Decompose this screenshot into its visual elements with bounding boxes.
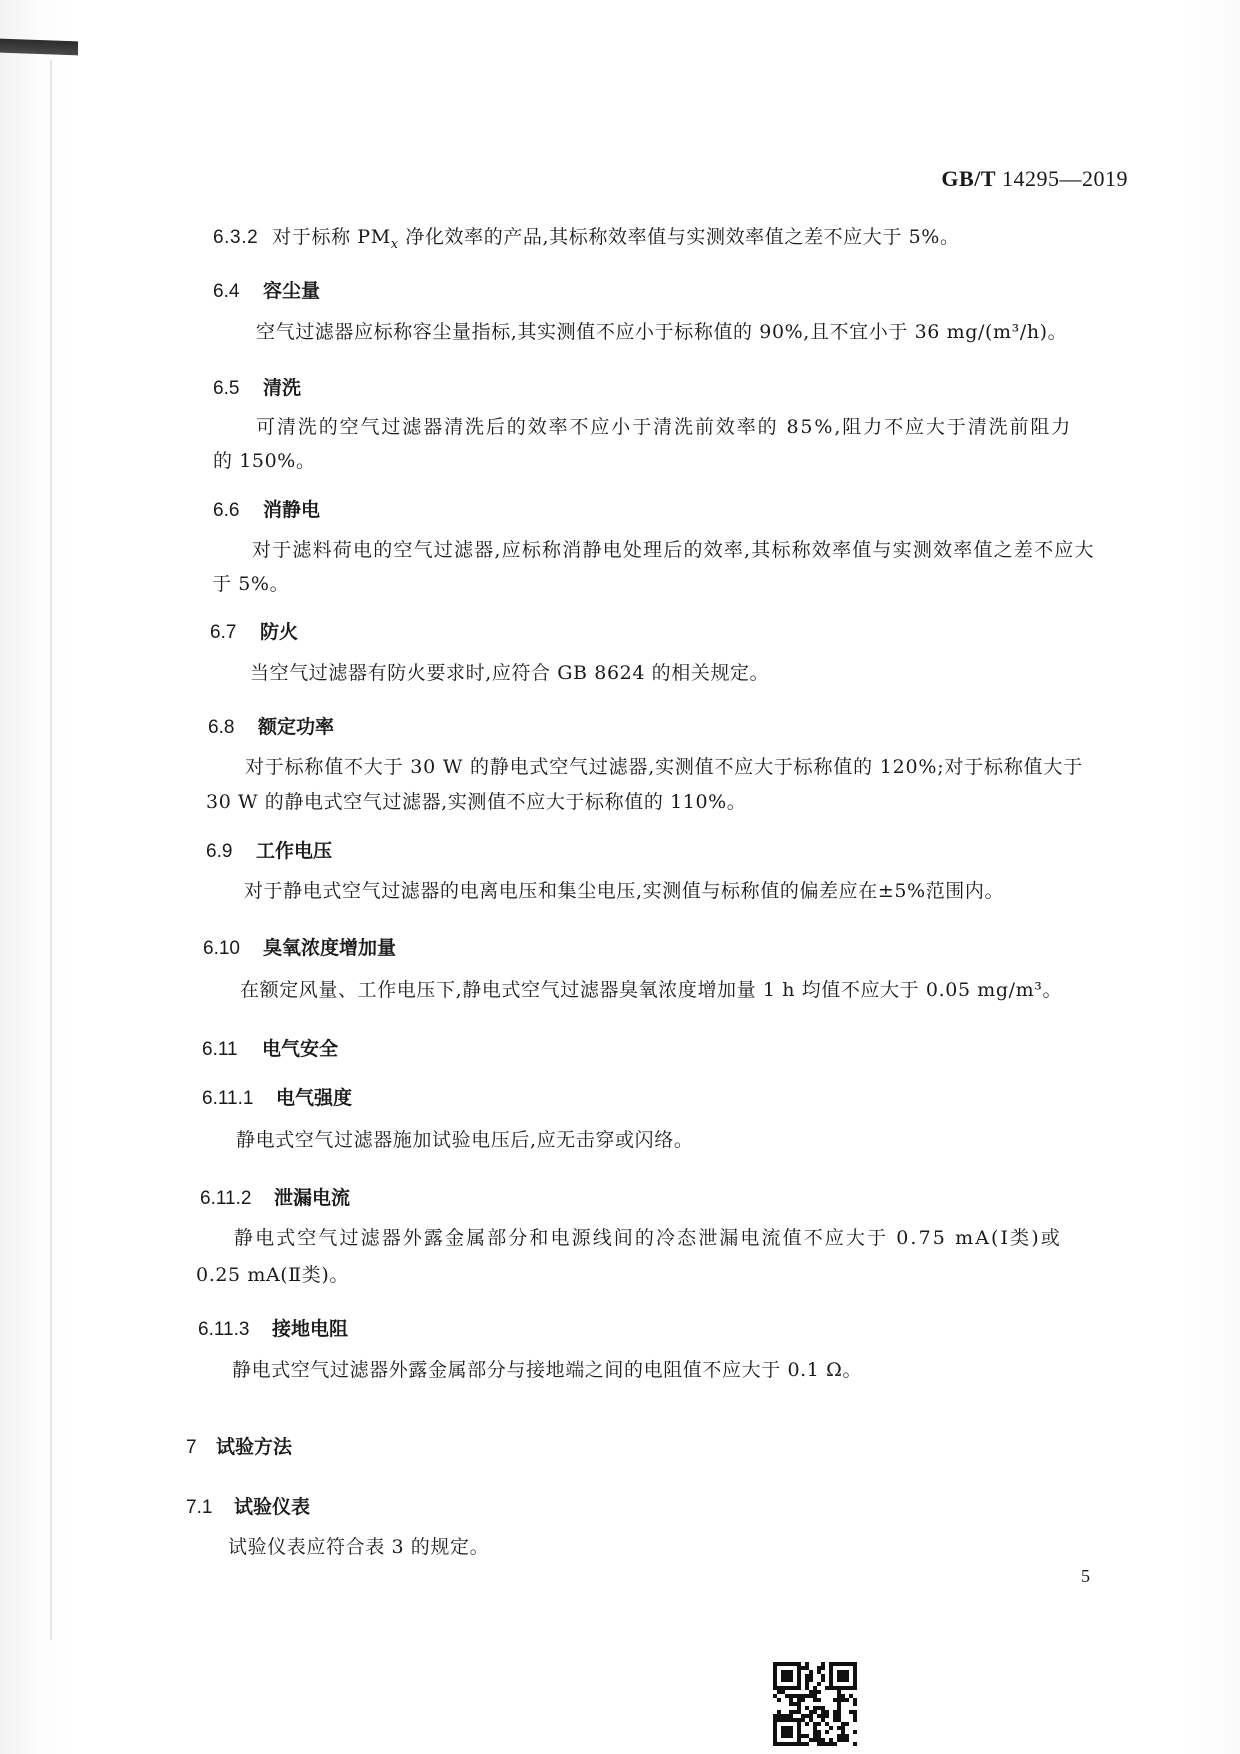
- section-6-6-body-line2: 于 5%。: [212, 573, 290, 595]
- section-6-6-heading: [213, 495, 320, 522]
- section-6-10-body: 在额定风量、工作电压下,静电式空气过滤器臭氧浓度增加量 1 h 均值不应大于 0.05 mg/m³。: [240, 979, 1063, 1001]
- scan-binding-shadow: [0, 39, 78, 56]
- section-title: 电气强度: [276, 1087, 353, 1109]
- section-title: 消静电: [263, 499, 321, 521]
- section-number: 6.8: [208, 717, 235, 738]
- page-number: 5: [1081, 1566, 1090, 1586]
- standard-prefix: GB/T: [941, 166, 996, 191]
- section-title: 接地电阻: [272, 1318, 349, 1340]
- section-6-11-heading: [202, 1034, 338, 1061]
- section-title: 试验方法: [216, 1436, 293, 1458]
- section-6-8-body-line1: 对于标称值不大于 30 W 的静电式空气过滤器,实测值不应大于标称值的 120%;对于标称值大于: [245, 756, 1084, 778]
- section-number: 7: [186, 1437, 197, 1458]
- standard-number: [941, 166, 1128, 192]
- section-title: 泄漏电流: [274, 1187, 351, 1209]
- section-number: 6.5: [213, 378, 240, 399]
- section-number: 6.9: [206, 841, 233, 862]
- section-6-5-body-line2: 的 150%。: [213, 450, 316, 472]
- section-number: 7.1: [186, 1497, 213, 1518]
- section-title: 防火: [260, 621, 299, 643]
- clause-number: 6.3.2: [213, 227, 259, 248]
- section-6-11-2-body-line2: 0.25 mA(Ⅱ类)。: [196, 1264, 350, 1286]
- clause-6-3-2: [213, 220, 960, 262]
- section-number: 6.10: [203, 938, 240, 959]
- section-6-11-2-body-line1: 静电式空气过滤器外露金属部分和电源线间的冷态泄漏电流值不应大于 0.75 mA(Ⅰ类)或: [234, 1227, 1062, 1249]
- section-6-11-3-heading: [198, 1314, 348, 1341]
- section-6-5-body-line1: 可清洗的空气过滤器清洗后的效率不应小于清洗前效率的 85%,阻力不应大于清洗前阻力: [256, 416, 1073, 438]
- section-6-9-body: 对于静电式空气过滤器的电离电压和集尘电压,实测值与标称值的偏差应在±5%范围内。: [244, 880, 1005, 902]
- section-6-9-heading: [206, 836, 332, 863]
- standard-code: 14295—2019: [1002, 166, 1128, 191]
- section-title: 容尘量: [263, 280, 321, 302]
- section-6-5-heading: [213, 373, 301, 400]
- section-number: 6.7: [210, 622, 237, 643]
- section-6-11-2-heading: [200, 1183, 350, 1210]
- section-number: 6.6: [213, 500, 240, 521]
- clause-text-part-a: 对于标称 PM: [272, 226, 391, 248]
- section-7-1-body: 试验仪表应符合表 3 的规定。: [228, 1536, 490, 1558]
- section-6-8-body-line2: 30 W 的静电式空气过滤器,实测值不应大于标称值的 110%。: [206, 791, 747, 813]
- section-number: 6.11.3: [198, 1319, 250, 1340]
- section-7-heading: [186, 1432, 292, 1459]
- section-title: 工作电压: [256, 840, 333, 862]
- section-number: 6.4: [213, 281, 240, 302]
- scan-page-edge: [50, 60, 52, 1640]
- section-6-11-1-heading: [202, 1083, 352, 1110]
- section-6-11-3-body: 静电式空气过滤器外露金属部分与接地端之间的电阻值不应大于 0.1 Ω。: [232, 1359, 863, 1381]
- section-6-7-body: 当空气过滤器有防火要求时,应符合 GB 8624 的相关规定。: [250, 662, 770, 684]
- section-number: 6.11.2: [200, 1188, 252, 1209]
- section-6-11-1-body: 静电式空气过滤器施加试验电压后,应无击穿或闪络。: [236, 1129, 694, 1151]
- section-number: 6.11.1: [202, 1088, 254, 1109]
- section-6-4-body: 空气过滤器应标称容尘量指标,其实测值不应小于标称值的 90%,且不宜小于 36 mg/(m³/h)。: [256, 321, 1068, 343]
- section-number: 6.11: [202, 1039, 238, 1060]
- section-6-10-heading: [203, 933, 396, 960]
- section-title: 额定功率: [258, 716, 335, 738]
- section-title: 试验仪表: [234, 1496, 311, 1518]
- section-title: 电气安全: [262, 1038, 339, 1060]
- section-6-4-heading: [213, 276, 320, 303]
- section-7-1-heading: [186, 1492, 310, 1519]
- qr-code-icon: [773, 1662, 857, 1746]
- section-6-7-heading: [210, 617, 298, 644]
- clause-subscript: x: [390, 236, 399, 252]
- section-6-6-body-line1: 对于滤料荷电的空气过滤器,应标称消静电处理后的效率,其标称效率值与实测效率值之差不应大: [252, 539, 1095, 561]
- section-title: 臭氧浓度增加量: [263, 937, 397, 959]
- clause-text-part-b: 净化效率的产品,其标称效率值与实测效率值之差不应大于 5%。: [398, 226, 960, 248]
- section-title: 清洗: [263, 377, 302, 399]
- section-6-8-heading: [208, 712, 334, 739]
